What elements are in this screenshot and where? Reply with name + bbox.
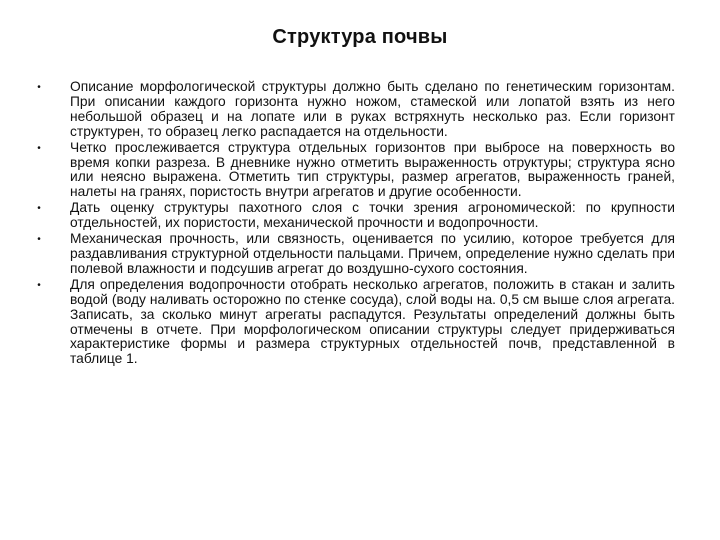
bullet-icon: • xyxy=(37,142,41,154)
bullet-item-1 xyxy=(30,80,675,140)
bullet-icon: • xyxy=(37,279,41,291)
bullet-item-text: Механическая прочность, или связность, оценивается по усилию, которое требуется для раздавливания структурной отдельности пальцами. Причем, определение нужно сделать при полевой влажности и подсушив агрегат до воздушно-сухого состояния. xyxy=(70,231,675,276)
slide-title: Структура почвы xyxy=(272,26,448,48)
bullet-icon: • xyxy=(37,234,41,246)
bullet-list xyxy=(30,80,675,368)
bullet-icon: • xyxy=(37,203,41,215)
bullet-item-text: Для определения водопрочности отобрать несколько агрегатов, положить в стакан и залить водой (воду наливать осторожно по стенке сосуда), слой воды на. 0,5 см выше слоя агрегата. Записать, за сколько минут агрегаты распадутся. Результаты определений должны быть отмечены в отчете. При морфологическом описании структуры следует придерживаться характеристике формы и размера структурных отдельностей почв, представленной в таблице 1. xyxy=(70,276,675,367)
bullet-item-text: Описание морфологической структуры должно быть сделано по генетическим горизонтам. При описании каждого горизонта нужно ножом, стамеской или лопатой взять из него небольшой образец и на лопате или в руках встряхнуть несколько раз. Если горизонт структурен, то образец легко распадается на отдельности. xyxy=(70,79,675,139)
bullet-item-text: Дать оценку структуры пахотного слоя с точки зрения агрономической: по крупности отдельностей, их пористости, механической прочности и водопрочности. xyxy=(70,200,675,231)
bullet-item-4 xyxy=(30,232,675,277)
bullet-item-5 xyxy=(30,278,675,367)
bullet-item-text: Четко прослеживается структура отдельных горизонтов при выбросе на поверхность во время копки разреза. В дневнике нужно отметить выраженность отруктуры; структура ясно или неясно выражена. Отметить тип структуры, размер агрегатов, выраженность граней, налеты на гранях, пористость внутри агрегатов и другие особенности. xyxy=(70,139,675,200)
bullet-item-2 xyxy=(30,141,675,201)
bullet-item-3 xyxy=(30,201,675,231)
bullet-icon: • xyxy=(37,82,41,93)
